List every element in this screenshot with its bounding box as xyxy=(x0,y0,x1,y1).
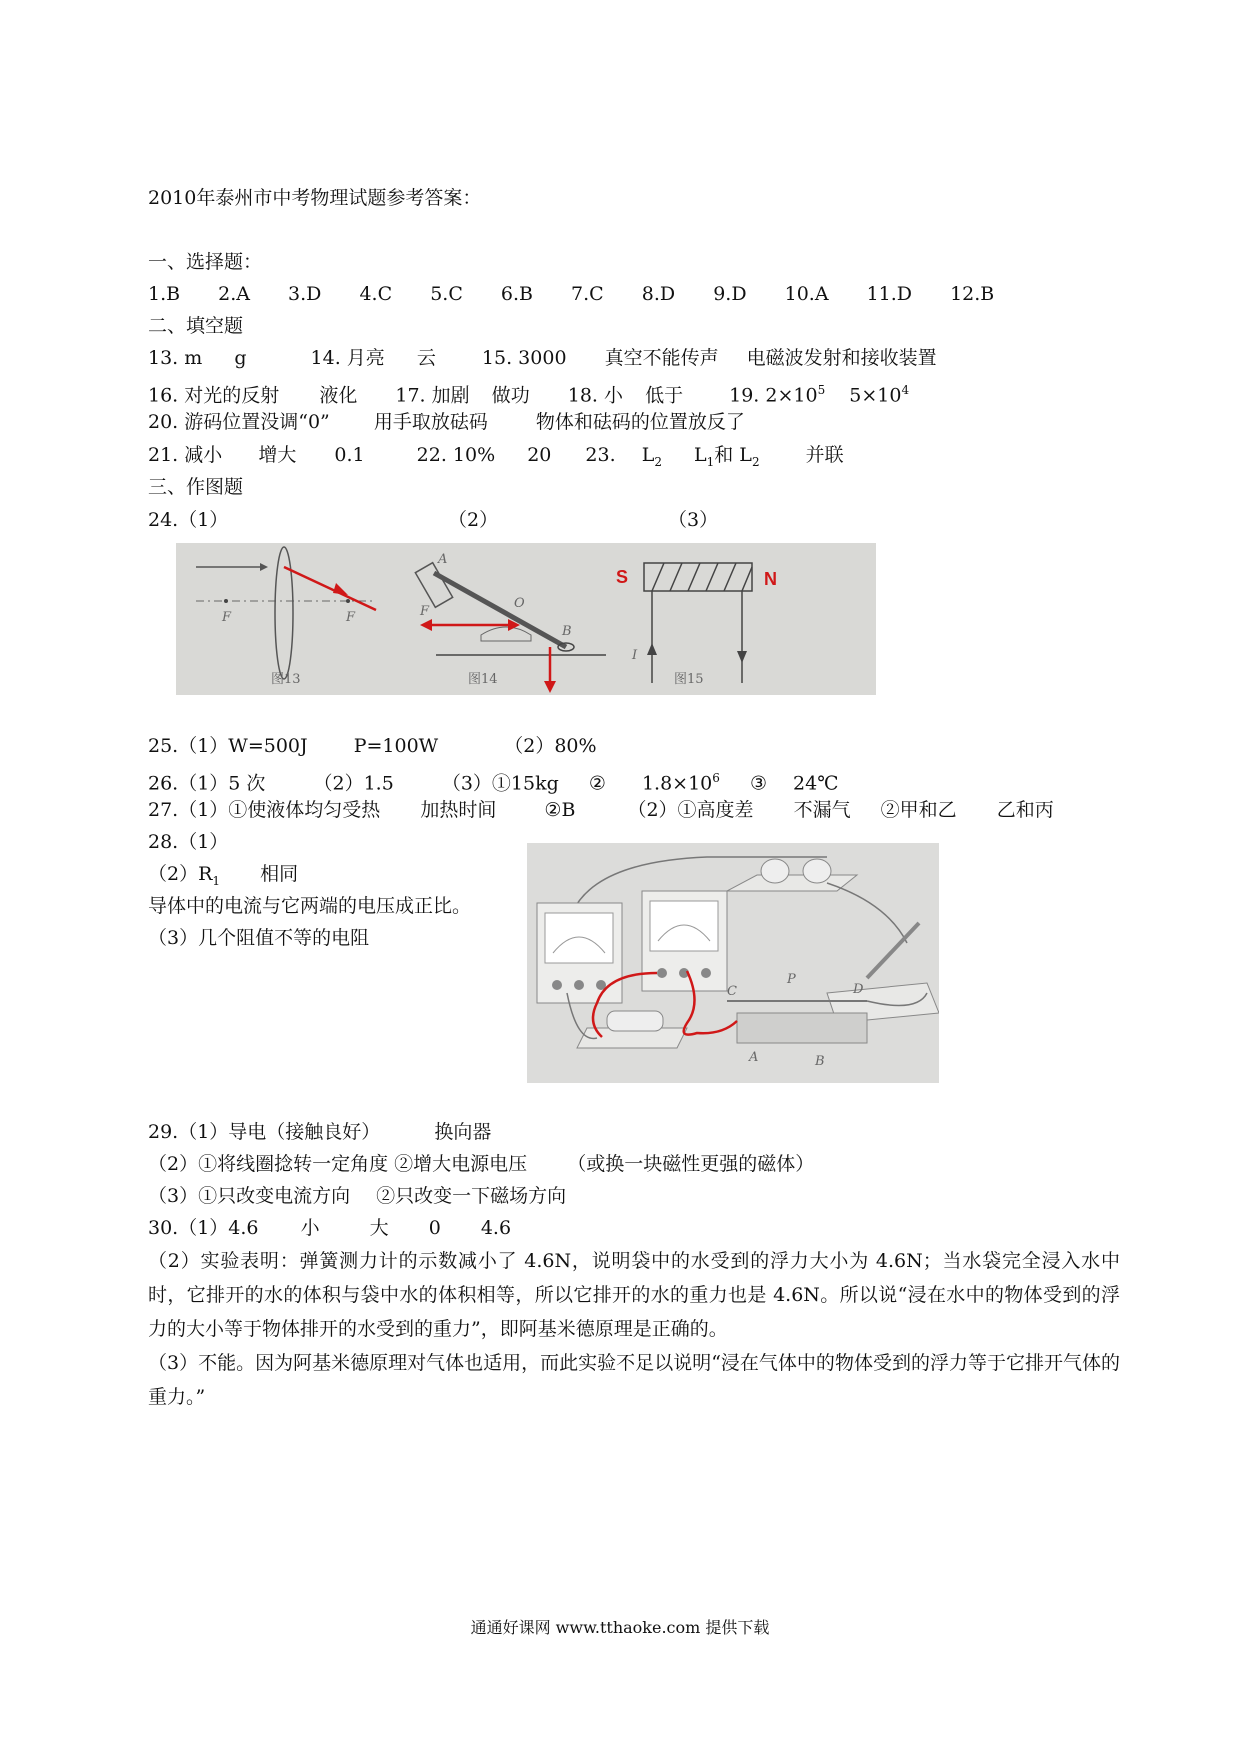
answer: 1.8×10 xyxy=(641,772,713,795)
focal-point-label: F xyxy=(346,610,356,625)
answer: ②B xyxy=(544,799,576,821)
exponent: 4 xyxy=(901,383,910,397)
answer: 25.（1）W=500J xyxy=(148,735,308,757)
answer: 云 xyxy=(416,347,436,369)
answer: 20. 游码位置没调“0” xyxy=(148,411,330,433)
q24-part3-label: （3） xyxy=(668,509,719,531)
refracted-ray xyxy=(284,567,376,610)
answer: （2）①高度差 xyxy=(627,799,754,821)
exponent: 5 xyxy=(817,383,826,397)
answer: 22. 10% xyxy=(416,444,496,466)
subscript: 1 xyxy=(706,454,715,469)
answer: 并联 xyxy=(805,444,844,466)
answer: 8.D xyxy=(641,283,676,305)
answer: ②只改变一下磁场方向 xyxy=(376,1185,567,1207)
subscript: 1 xyxy=(212,873,221,888)
fill-line-21 xyxy=(148,443,844,474)
answer: 液化 xyxy=(319,384,358,407)
exponent: 6 xyxy=(712,771,720,785)
fill-line-16 xyxy=(148,378,909,407)
answer: 0 xyxy=(428,1217,441,1239)
lever-diagram xyxy=(415,552,606,693)
q29-part1 xyxy=(148,1120,491,1144)
q28-part3: （3）几个阻值不等的电阻 xyxy=(148,927,370,949)
voltmeter-icon xyxy=(537,903,622,1003)
answer: 23. xyxy=(585,444,616,466)
answer: 4.C xyxy=(359,283,393,305)
q24-label: 24.（1） xyxy=(148,509,229,531)
terminal-label: C xyxy=(727,984,737,999)
answer: 13. m xyxy=(148,347,203,369)
force-label: F xyxy=(420,604,430,619)
point-label: B xyxy=(562,624,572,639)
answer: 不漏气 xyxy=(793,799,851,821)
answer: 0.1 xyxy=(334,444,365,466)
answer: 大 xyxy=(369,1217,389,1239)
answer: 5×10 xyxy=(849,384,902,407)
answer: （2）80% xyxy=(504,735,597,757)
answer: 3.D xyxy=(288,283,322,305)
solenoid-diagram xyxy=(616,563,777,687)
answer: 5.C xyxy=(430,283,463,305)
answer: （或换一块磁性更强的磁体） xyxy=(567,1153,815,1175)
convex-lens xyxy=(275,547,293,679)
figure-caption: 图14 xyxy=(468,672,498,687)
subscript: 2 xyxy=(654,454,662,469)
q29-part2 xyxy=(148,1152,814,1176)
q28-conclusion: 导体中的电流与它两端的电压成正比。 xyxy=(148,895,472,917)
answer: 6.B xyxy=(500,283,533,305)
q27-line xyxy=(148,798,1054,822)
answer: 16. 对光的反射 xyxy=(148,384,280,407)
answer: 24℃ xyxy=(793,772,839,795)
answer: 21. 减小 xyxy=(148,444,223,466)
answer: L xyxy=(641,444,655,466)
section-draw-heading: 三、作图题 xyxy=(148,476,244,498)
answer: 小 xyxy=(300,1217,320,1239)
answer: 电磁波发射和接收装置 xyxy=(746,347,937,369)
answer: 10.A xyxy=(784,283,829,305)
section-choice-heading: 一、选择题： xyxy=(148,251,263,273)
point-label: A xyxy=(438,552,448,567)
focal-point-label: F xyxy=(222,610,232,625)
q25-line xyxy=(148,734,597,758)
answer: 30.（1）4.6 xyxy=(148,1217,259,1239)
answer: 和 L xyxy=(714,444,752,466)
answer: 12.B xyxy=(950,283,995,305)
answer: 20 xyxy=(527,444,552,466)
answer: 低于 xyxy=(645,384,684,407)
answer: 做功 xyxy=(491,384,530,407)
south-pole-label: S xyxy=(616,567,629,587)
answer: 11.D xyxy=(866,283,913,305)
fill-line-13 xyxy=(148,346,937,370)
answer: 用手取放砝码 xyxy=(373,411,488,433)
q26-line xyxy=(148,766,838,795)
slider-label: P xyxy=(787,972,796,987)
answer: ②甲和乙 xyxy=(880,799,957,821)
q24-part2-label: （2） xyxy=(448,509,499,531)
answer: 物体和砝码的位置放反了 xyxy=(535,411,745,433)
answer: （2）R xyxy=(148,863,213,885)
point-label: O xyxy=(514,596,525,611)
answer: L xyxy=(694,444,707,466)
answer: （2）1.5 xyxy=(313,772,394,795)
q28-part2 xyxy=(148,862,298,893)
figure-caption: 图13 xyxy=(271,672,301,687)
answer: （3）①15kg xyxy=(441,772,559,795)
answer: 增大 xyxy=(258,444,297,466)
answer: 19. 2×10 xyxy=(729,384,818,407)
answer: 2.A xyxy=(218,283,250,305)
answer: ② xyxy=(588,772,606,795)
answer: 15. 3000 xyxy=(481,347,567,369)
terminal-label: B xyxy=(815,1054,825,1069)
q28-circuit-figure xyxy=(527,843,939,1083)
answer: P=100W xyxy=(353,735,439,757)
answer: ③ xyxy=(749,772,767,795)
lever-rod xyxy=(434,573,566,647)
q30-part1 xyxy=(148,1216,511,1240)
answer: 乙和丙 xyxy=(996,799,1054,821)
answer: g xyxy=(234,347,247,369)
answer: 27.（1）①使液体均匀受热 xyxy=(148,799,381,821)
q29-part3 xyxy=(148,1184,566,1208)
q30-part3-paragraph: （3）不能。因为阿基米德原理对气体也适用，而此实验不足以说明“浸在气体中的物体受到的浮力等于它排开气体的重力。” xyxy=(148,1352,1120,1408)
answer: 加热时间 xyxy=(420,799,497,821)
current-label: I xyxy=(632,648,638,663)
rheostat-icon xyxy=(727,972,867,1069)
q24-label-row xyxy=(148,508,719,532)
answer: （2）①将线圈捻转一定角度 ②增大电源电压 xyxy=(148,1153,528,1175)
answer: 26.（1）5 次 xyxy=(148,772,266,795)
page-title: 2010年泰州市中考物理试题参考答案： xyxy=(148,187,482,209)
answer: 1.B xyxy=(148,283,181,305)
page-footer: 通通好课网 www.tthaoke.com 提供下载 xyxy=(470,1618,770,1637)
terminal-label: D xyxy=(853,982,864,997)
answer: 9.D xyxy=(713,283,747,305)
terminal-label: A xyxy=(749,1050,759,1065)
subscript: 2 xyxy=(751,454,760,469)
answer: 4.6 xyxy=(480,1217,512,1239)
answer: 17. 加剧 xyxy=(395,384,470,407)
figure-caption: 图15 xyxy=(674,672,704,687)
q30-part2-paragraph: （2）实验表明：弹簧测力计的示数减小了 4.6N，说明袋中的水受到的浮力大小为 4.6N；当水袋完全浸入水中时，它排开的水的体积与袋中水的体积相等，所以它排开的水的重力也是 4.6N。所以说“浸在水中的物体受到的浮力的大小等于物体排开的水受到的重力”，即阿基米德原理是正确的。 xyxy=(148,1250,1120,1340)
choice-answers-row xyxy=(148,282,994,306)
section-fill-heading: 二、填空题 xyxy=(148,315,244,337)
answer: （3）①只改变电流方向 xyxy=(148,1185,351,1207)
north-pole-label: N xyxy=(764,569,777,589)
answer: 29.（1）导电（接触良好） xyxy=(148,1121,381,1143)
answer: 7.C xyxy=(571,283,604,305)
answer: 相同 xyxy=(260,863,299,885)
q28-part1: 28.（1） xyxy=(148,831,229,853)
answer: 14. 月亮 xyxy=(310,347,385,369)
answer: 18. 小 xyxy=(567,384,624,407)
answer: 换向器 xyxy=(434,1121,492,1143)
lens-diagram xyxy=(196,547,376,687)
answer: 真空不能传声 xyxy=(604,347,719,369)
switch-icon xyxy=(827,923,939,1023)
q24-figure xyxy=(176,543,876,695)
ammeter-icon xyxy=(642,891,727,991)
fill-line-20 xyxy=(148,410,745,434)
